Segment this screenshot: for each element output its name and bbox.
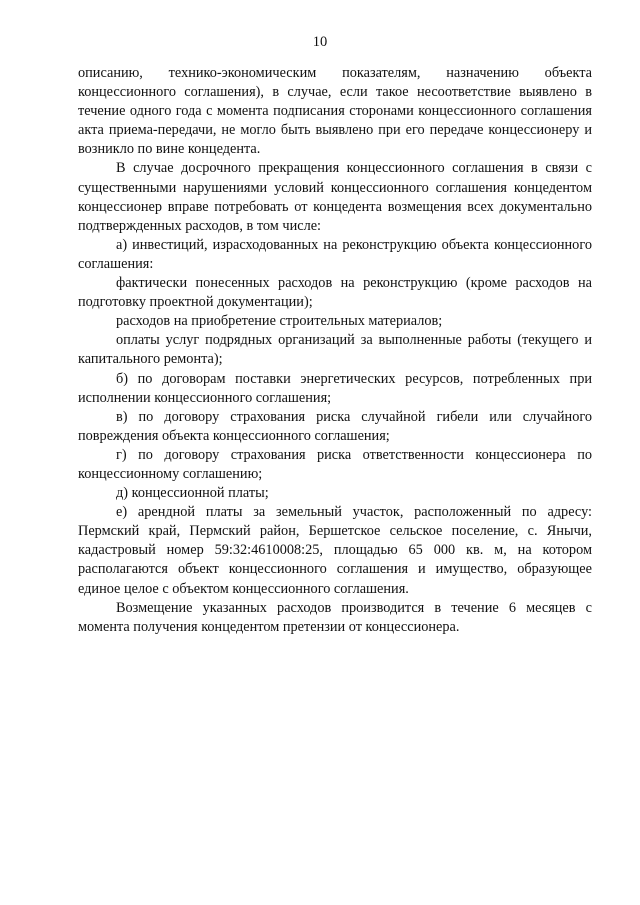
sub-item-reconstruction-costs: фактически понесенных расходов на реконструкцию (кроме расходов на подготовку проектной документации);: [78, 275, 592, 311]
page-number: 10: [312, 34, 328, 50]
list-item-a-investments: а) инвестиций, израсходованных на реконструкцию объекта концессионного соглашения:: [78, 236, 592, 272]
sub-item-building-materials: расходов на приобретение строительных материалов;: [116, 313, 443, 330]
list-item-d-concession-fee: д) концессионной платы;: [116, 485, 269, 502]
paragraph-early-termination: В случае досрочного прекращения концессионного соглашения в связи с существенными нарушениями условий концессионного соглашения концедентом концессионер вправе потребовать от концедента возмещения всех документально подтвержденных расходов, в том числе:: [78, 160, 592, 234]
sub-item-contractor-services: оплаты услуг подрядных организаций за выполненные работы (текущего и капитального ремонта);: [78, 332, 592, 368]
document-body: [78, 64, 592, 637]
list-item-v-property-insurance: в) по договору страхования риска случайной гибели или случайного повреждения объекта концессионного соглашения;: [78, 408, 592, 444]
paragraph-reimbursement-term: Возмещение указанных расходов производится в течение 6 месяцев с момента получения концедентом претензии от концессионера.: [78, 599, 592, 635]
paragraph-continuation: описанию, технико-экономическим показателям, назначению объекта концессионного соглашения), в случае, если такое несоответствие выявлено в течение одного года с момента подписания сторонами концессионного соглашения акта приема-передачи, не могло быть выявлено при его передаче концессионеру и возникло по вине концедента.: [78, 65, 592, 158]
list-item-b-energy-supply: б) по договорам поставки энергетических ресурсов, потребленных при исполнении концессионного соглашения;: [78, 370, 592, 406]
list-item-g-liability-insurance: г) по договору страхования риска ответственности концессионера по концессионному соглашению;: [78, 446, 592, 482]
list-item-e-land-rent: е) арендной платы за земельный участок, расположенный по адресу: Пермский край, Пермский район, Бершетское сельское поселение, с. Янычи, кадастровый номер 59:32:4610008:25, площадью 65 000 кв. м, на котором располагаются объект концессионного соглашения и имущество, образующее единое целое с объектом концессионного соглашения.: [78, 504, 592, 597]
